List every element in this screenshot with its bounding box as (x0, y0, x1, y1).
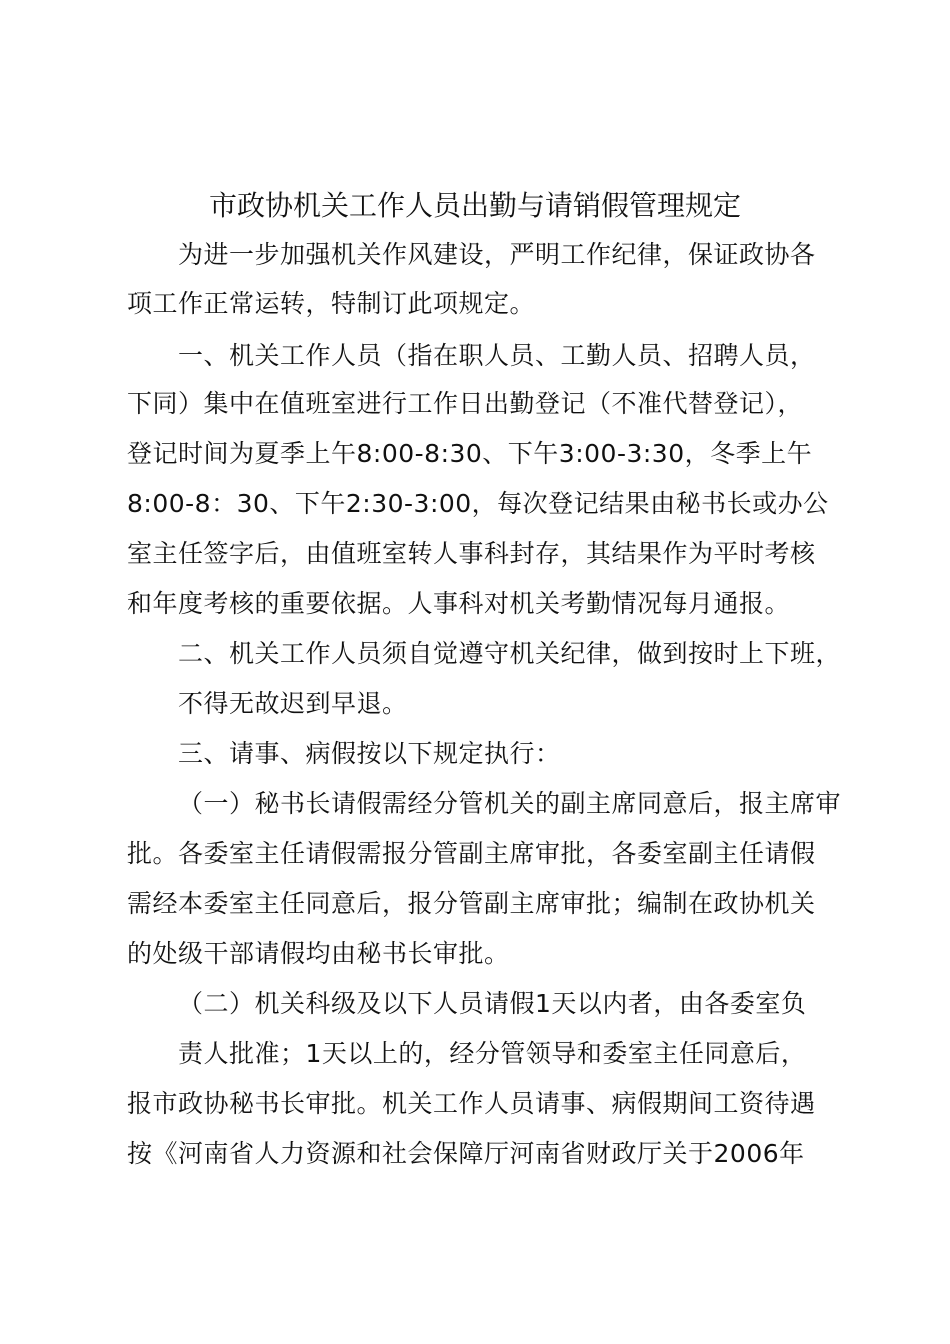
paragraph-line: 批。各委室主任请假需报分管副主席审批，各委室副主任请假 (127, 839, 816, 868)
paragraph-line: 报市政协秘书长审批。机关工作人员请事、病假期间工资待遇 (127, 1089, 816, 1118)
paragraph-line: 为进一步加强机关作风建设，严明工作纪律，保证政协各 (178, 240, 816, 269)
paragraph-line: 项工作正常运转，特制订此项规定。 (127, 289, 536, 318)
paragraph-line: 三、请事、病假按以下规定执行： (178, 739, 561, 768)
paragraph-line: 的处级干部请假均由秘书长审批。 (127, 939, 510, 968)
document-title: 市政协机关工作人员出勤与请销假管理规定 (208, 189, 741, 222)
paragraph-line: 需经本委室主任同意后，报分管副主席审批；编制在政协机关 (127, 889, 816, 918)
paragraph-line: 室主任签字后，由值班室转人事科封存，其结果作为平时考核 (127, 539, 816, 568)
paragraph-line: 8:00-8：30、下午2:30-3:00，每次登记结果由秘书长或办公 (127, 489, 829, 518)
paragraph-line: 下同）集中在值班室进行工作日出勤登记（不准代替登记）， (127, 389, 804, 418)
paragraph-line: （一）秘书长请假需经分管机关的副主席同意后，报主席审 (178, 789, 842, 818)
paragraph-line: 按《河南省人力资源和社会保障厅河南省财政厅关于2006年 (127, 1139, 805, 1168)
paragraph-line: 二、机关工作人员须自觉遵守机关纪律，做到按时上下班， (178, 639, 842, 668)
paragraph-line: 不得无故迟到早退。 (178, 689, 408, 718)
paragraph-line: 一、机关工作人员（指在职人员、工勤人员、招聘人员， (178, 341, 816, 370)
paragraph-line: （二）机关科级及以下人员请假1天以内者，由各委室负 (178, 989, 807, 1018)
paragraph-line: 责人批准；1天以上的，经分管领导和委室主任同意后， (178, 1039, 807, 1068)
paragraph-line: 登记时间为夏季上午8:00-8:30、下午3:00-3:30，冬季上午 (127, 439, 813, 468)
paragraph-line: 和年度考核的重要依据。人事科对机关考勤情况每月通报。 (127, 589, 791, 618)
